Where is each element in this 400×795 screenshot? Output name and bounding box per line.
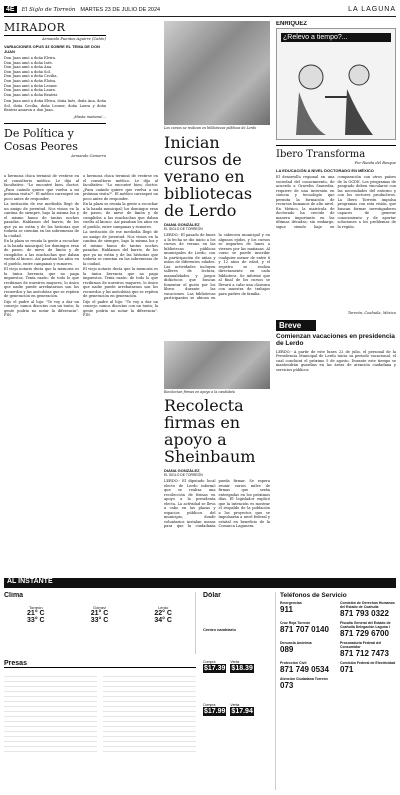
dolar-box: Dólar Centro cambiario Compra $17.39 Venta $18.39 Compra $17.99 Venta $17.94 [200,592,276,790]
presas-box [4,660,196,790]
weather-box [4,592,196,654]
presas-table-right [103,672,196,756]
mirador-intro: VARIACIONES OPUS 33 SOBRE EL TEMA DE DON JUAN [4,44,100,54]
politica-box [4,123,106,158]
ibero-body: El desarrollo regional en una sociedad del conocimiento, de acuerdo a Gravelin Saavedra, requiere de una inversión en ciencia y tecnología que permita la formación de recursos humanos de alto nivel. En México, la matrícula de doctorado ha crecido de manera importante en las últimas décadas; sin embargo, sigue siendo baja en comparación con otros países de la OCDE. Los programas de posgrado deben vincularse con las necesidades del entorno y con los sectores productivos. La Ibero Torreón impulsa programas con esta visión, que buscan formar investigadores capaces de generar conocimiento y de aportar soluciones a los problemas de la región. [276,175,396,229]
mirador-list [4,56,106,97]
paragraph: En la plaza se reunía la gente a escuchar a la banda municipal; los domingos eran de paseo, de nieve de limón y de cumplidos a las muchachas que daban vuelta al kiosco. Así pasaban los años en el pueblo, entre campanas y rumores. [4,239,79,266]
paragraph: Dijo el padre al hijo: "Te voy a dar un consejo: nunca discutas con un tonto; la gente podría no notar la diferencia". FIN. [83,299,158,317]
cartoon-image [276,28,396,140]
list-item: Don Juan amó a doña Elvira. [4,56,57,60]
paragraph: El viejo notario decía que la memoria es la única herencia que no paga impuestos. Tenía razón: de todo lo que recibimos de nuestros mayores, lo único que nadie puede arrebatarnos son los recuerdos y las anécdotas que se repiten de generación en generación. [83,267,158,298]
dolar-compra: $17.39 [204,665,226,672]
article2-source: EL SIGLO DE TORREÓN [164,473,203,477]
mirador-end: ¡Hasta mañana!... [73,114,106,119]
cartoon-drawing [281,47,391,137]
city-gomez: Gómez 21° C 33° C [90,605,109,624]
article2-body: LERDO.- El diputado local electo de Lerdo informó que se realiza una recolección de firmas en apoyo a la presidenta electa. La actividad se lleva a cabo en las plazas y espacios públicos del municipio, donde voluntarios instalan mesas para que la ciudadanía pueda firmar. Se espera reunir varios miles de firmas que serán entregadas en los próximos días. El legislador explicó que la intención es mostrar el respaldo de la población a los proyectos que se impulsarán a nivel federal y estatal en beneficio de la Comarca Lagunera. [164,479,270,528]
city-lerdo: Lerdo 22° C 34° C [154,605,172,624]
page-number: 4E [6,6,15,13]
phone-item: Comisión Federal de Electricidad 071 [340,661,396,674]
ibero-byline: Por Ronda del Bosque [354,161,396,165]
phone-item: Cruz Roja Torreón 871 707 0140 [280,621,329,634]
article1-title: Inician cursos de verano en bibliotecas de Lerdo [164,133,253,220]
section-name: LA LAGUNA [348,6,396,13]
phone-item: Protección Civil 871 749 0534 [280,661,329,674]
paragraph: La invitación de ese mediodía llegó de un amigo de juventud. Nos vimos en la cantina de siempre, bajo la misma luz y el mismo humo de tantas noches pasadas. Hablamos del barrio, de los que ya no están y de las historias que todavía se cuentan en las sobremesas de la ciudad. [4,202,79,238]
library-photo [164,21,270,125]
paragraph: En la plaza se reunía la gente a escuchar a la banda municipal; los domingos eran de paseo, de nieve de limón y de cumplidos a las muchachas que daban vuelta al kiosco. Así pasaban los años en el pueblo, entre campanas y rumores. [83,202,158,229]
photo-caption: Los cursos se realizan en bibliotecas públicas de Lerdo [164,126,257,130]
breve-box [276,320,396,373]
article1-source: EL SIGLO DE TORREÓN [164,227,203,231]
article2-title: Recolecta firmas en apoyo a Sheinbaum [164,396,256,466]
politica-title: De Política y Cosas Peores [4,127,78,154]
ibero-box [276,145,396,316]
mirador-byline: Armando Fuentes Aguirre (Catón) [42,37,106,41]
dolar-venta-2: $17.94 [231,708,253,715]
phone-item: Comisión de Derechos Humanos del Estado de Coahuila 871 793 0322 [340,601,395,618]
weather-label: Clima [4,592,24,599]
cartoon-caption: ¿Relevo a tiempo?... [281,33,391,42]
list-item: Don Juan amó a doña Laura. [4,88,56,93]
breve-title: Comienzan vacaciones en presidencia de Lerdo [276,332,395,347]
dolar-label: Dólar [203,592,221,599]
right-column [276,21,396,573]
phones-label: Teléfonos de Servicio [280,592,347,599]
dolar-venta: $18.39 [231,665,253,672]
article1-body: LERDO.- El pasado de lunes a la fecha se dio inicio a los cursos de verano en las bibliotecas públicas municipales de Lerdo, con la participación de niñas y niños de diferentes edades. Las actividades incluyen talleres de lectura, manualidades y juegos didácticos que buscan fomentar el gusto por los libros durante las vacaciones. Las bibliotecas participantes se ubican en la cabecera municipal y en algunos ejidos, y los cursos se imparten de lunes a viernes por las mañanas. Al curso se puede inscribir cualquier menor de entre 6 y 12 años de edad, y el registro se realiza directamente en cada biblioteca. Se informó que al final de los cursos se llevará a cabo una clausura con muestra de trabajos para padres de familia. [164,233,270,300]
page-header [4,3,396,17]
photo2-caption: Recolectan firmas en apoyo a la candidata [164,390,235,394]
breve-label: Breve [276,320,316,331]
list-item: Don Juan amó a doña Beatriz. [4,92,59,97]
phone-item: Fiscalía General del Estado de Coahuila Delegación Laguna I 871 729 6700 [340,621,391,638]
politica-body [4,174,158,572]
middle-column [164,21,270,573]
phone-item: Atención Ciudadana Torreón 073 [280,677,328,690]
signature-photo [164,341,270,389]
paragraph: La invitación de ese mediodía llegó de un amigo de juventud. Nos vimos en la cantina de siempre, bajo la misma luz y el mismo humo de tantas noches pasadas. Hablamos del barrio, de los que ya no están y de las historias que todavía se cuentan en las sobremesas de la ciudad. [83,230,158,266]
paragraph: Dijo el padre al hijo: "Te voy a dar un consejo: nunca discutas con un tonto; la gente podría no notar la diferencia". FIN. [4,299,79,317]
list-item: Don Juan amó a doña Sol. [4,69,51,74]
list-item: Don Juan amó a doña Eloísa. [4,78,57,83]
paragraph: a hermosa chica terminó de vestirse en el consultorio médico. Le dijo al facultativo: "Lo encontré bien, doctor. ¿Para cuándo quiere que vuelva a mi próxima visita?". El médico carraspeó un poco antes de responder. [4,174,79,201]
ibero-sub: LA EDUCACIÓN A NIVEL DOCTORADO EN MÉXICO [276,168,374,173]
mirador-close: Don Juan amó a doña Elvira, doña Inés, doña Ana, doña Sol, doña Cecilia, doña Leonor, doña Laura y doña Beatriz amaron a don Juan. [4,99,106,113]
politica-byline: Armando Camorra [71,154,106,159]
presas-label: Presas [4,660,196,668]
phones-box [280,592,396,790]
cartoon-title: ENRÍQUEZ [276,21,308,27]
list-item: Don Juan amó a doña Inés. [4,60,53,65]
breve-body: LERDO.- A partir de este lunes 22 de julio, el personal de la Presidencia Municipal de Lerdo inicia su periodo vacacional, el cual concluirá el próximo 5 de agosto. Durante este tiempo se mantendrán guardias en las áreas de atención ciudadana y servicios públicos. [276,349,396,372]
mirador-title: MIRADOR [4,21,106,36]
paragraph: a hermosa chica terminó de vestirse en el consultorio médico. Le dijo al facultativo: "Lo encontré bien, doctor. ¿Para cuándo quiere que vuelva a mi próxima visita?". El médico carraspeó un poco antes de responder. [83,174,158,201]
list-item: Don Juan amó a doña Cecilia. [4,74,58,79]
paragraph: El viejo notario decía que la memoria es la única herencia que no paga impuestos. Tenía razón: de todo lo que recibimos de nuestros mayores, lo único que nadie puede arrebatarnos son los recuerdos y las anécdotas que se repiten de generación en generación. [4,267,79,298]
phone-item: Denuncia Anónima 089 [280,641,312,654]
article2-author: DIANA GONZÁLEZ [164,468,200,473]
instante-bar: AL INSTANTE [4,578,396,588]
presas-table-left [4,672,97,756]
dolar-compra-2: $17.99 [204,708,226,715]
paper-name: El Siglo de Torreón [21,6,76,13]
article1-author: DIANA GONZÁLEZ [164,222,200,227]
header-date: MARTES 23 DE JULIO DE 2024 [80,6,161,13]
phone-item: Procuraduría Federal del Consumidor 871 712 7473 [340,641,389,658]
list-item: Don Juan amó a doña Ana. [4,65,53,70]
ibero-title: Ibero Transforma [276,149,366,160]
list-item: Don Juan amó a doña Leonor. [4,83,58,88]
phone-item: Emergencias 911 [280,601,302,614]
city-torreon: Torreón 21° C 33° C [27,605,45,624]
dolar-note: Centro cambiario [203,627,236,632]
ibero-foot: Torreón, Coahuila, México [347,311,396,315]
